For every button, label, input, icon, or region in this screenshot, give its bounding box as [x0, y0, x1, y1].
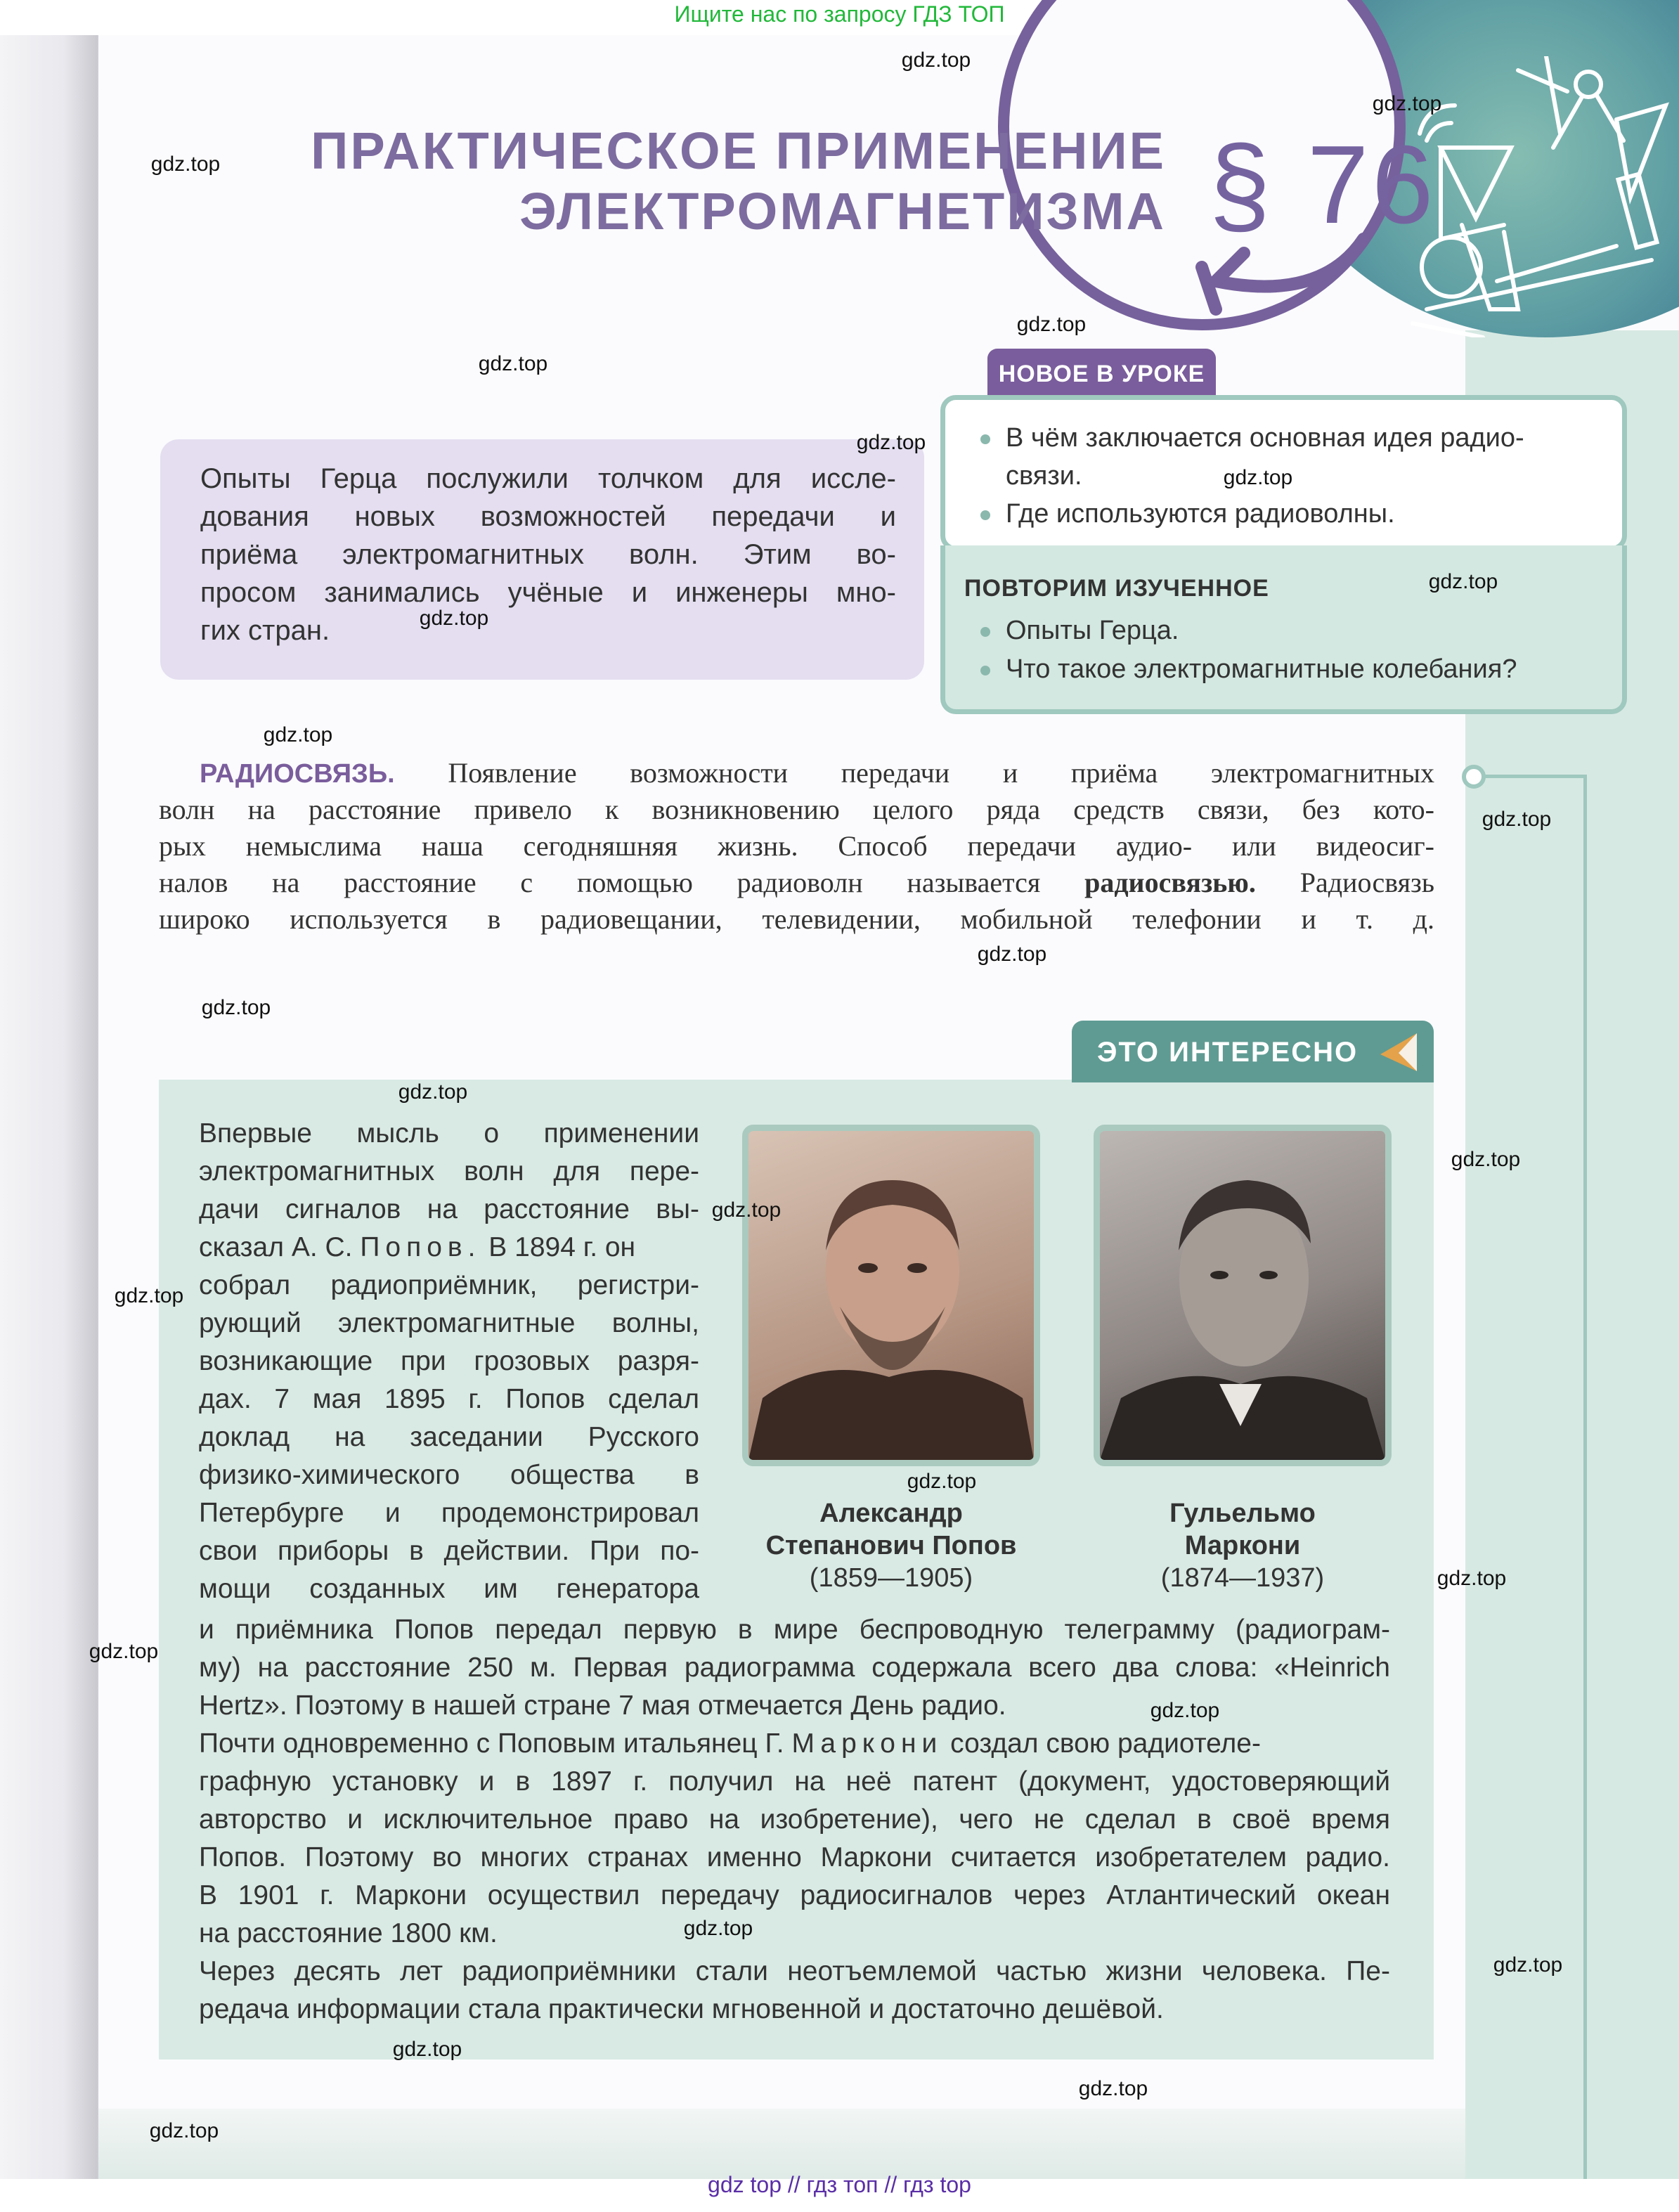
- watermark: gdz.top: [907, 1470, 977, 1493]
- bullet-icon: [980, 627, 990, 637]
- interesting-text-line: Петербурге и продемонстрировал: [199, 1498, 699, 1528]
- watermark: gdz.top: [683, 1917, 753, 1940]
- watermark: gdz.top: [398, 1080, 468, 1104]
- radio-text: Появление возможности передачи и приёма электромагнитных: [448, 757, 1434, 789]
- new-in-lesson-tab: НОВОЕ В УРОКЕ: [987, 349, 1216, 398]
- popov-portrait: [742, 1125, 1040, 1466]
- caption-years: (1874—1937): [1160, 1563, 1325, 1593]
- new-item-continuation: связи.: [1006, 461, 1082, 491]
- interesting-text-line: му) на расстояние 250 м. Первая радиограмма содержала всего два слова: «Heinrich: [199, 1652, 1390, 1683]
- review-title: ПОВТОРИМ ИЗУЧЕННОЕ: [964, 575, 1269, 602]
- watermark: gdz.top: [1428, 570, 1498, 593]
- watermark: gdz.top: [478, 352, 548, 375]
- caption-years: (1859—1905): [809, 1563, 973, 1593]
- review-item-text: Опыты Герца.: [1006, 616, 1179, 645]
- new-item-text: В чём заключается основная идея радио-: [1006, 423, 1524, 453]
- watermark: gdz.top: [1493, 1953, 1563, 1977]
- watermark: gdz.top: [1372, 92, 1442, 115]
- watermark: gdz.top: [89, 1640, 159, 1663]
- page-title-line-1: ПРАКТИЧЕСКОЕ ПРИМЕНЕНИЕ: [311, 122, 1166, 180]
- interesting-text-line: собрал радиоприёмник, регистри-: [199, 1270, 699, 1300]
- watermark: gdz.top: [1223, 466, 1293, 489]
- portrait-silhouette: [748, 1131, 1034, 1460]
- watermark: gdz.top: [901, 48, 971, 72]
- caption-name: Маркони: [1184, 1531, 1301, 1560]
- margin-timeline-dot: [1462, 765, 1486, 789]
- interesting-text-line: дачи сигналов на расстояние вы-: [199, 1194, 699, 1224]
- new-item: [980, 419, 1524, 457]
- interesting-text-line: и приёмника Попов передал первую в мире беспроводную телеграмму (радиограм-: [199, 1615, 1390, 1645]
- search-banner: Ищите нас по запросу ГДЗ ТОП: [674, 1, 1005, 27]
- interesting-text-line: Попов. Поэтому во многих странах именно Маркони считается изобретателем радио.: [199, 1842, 1390, 1873]
- interesting-text-line: Впервые мысль о применении: [199, 1118, 699, 1149]
- popov-caption: [708, 1497, 1074, 1594]
- watermark: gdz.top: [201, 996, 271, 1019]
- interesting-text-line: мощи созданных им генератора: [199, 1574, 699, 1604]
- page-bottom-strip: [98, 2109, 1679, 2179]
- watermark: gdz.top: [263, 723, 333, 746]
- interesting-text-line: физико-химического общества в: [199, 1460, 699, 1490]
- interesting-tab-label: ЭТО ИНТЕРЕСНО: [1097, 1037, 1359, 1068]
- bullet-icon: [980, 510, 990, 520]
- spaced-name: Маркони: [791, 1728, 943, 1759]
- intro-line: гих стран.: [200, 615, 330, 646]
- new-item: [980, 495, 1395, 533]
- interesting-text-line: рующий электромагнитные волны,: [199, 1308, 699, 1338]
- watermark: gdz.top: [1016, 313, 1087, 336]
- section-number: § 76: [1209, 123, 1437, 247]
- caption-name: Степанович Попов: [765, 1531, 1017, 1560]
- radio-term: радиосвязью.: [1084, 867, 1256, 898]
- watermark: gdz.top: [419, 607, 489, 630]
- footer-links[interactable]: gdz top // гдз топ // гдз top: [708, 2172, 971, 2197]
- intro-line: Опыты Герца послужили толчком для иссле-: [200, 463, 896, 494]
- interesting-text-line: электромагнитных волн для пере-: [199, 1156, 699, 1186]
- caption-name: Александр: [819, 1499, 963, 1528]
- watermark: gdz.top: [149, 2119, 219, 2142]
- interesting-text-line: возникающие при грозовых разря-: [199, 1346, 699, 1376]
- marconi-portrait: [1094, 1125, 1392, 1466]
- watermark: gdz.top: [711, 1198, 782, 1222]
- review-item-text: Что такое электромагнитные колебания?: [1006, 654, 1517, 684]
- portrait-silhouette: [1100, 1131, 1385, 1460]
- radio-paragraph-line: [200, 755, 1434, 792]
- margin-timeline-line: [1583, 777, 1587, 2179]
- interesting-text: создал свою радиотеле-: [942, 1728, 1261, 1759]
- watermark: gdz.top: [1482, 808, 1552, 831]
- watermark: gdz.top: [150, 153, 221, 176]
- interesting-tab: [1072, 1021, 1434, 1082]
- watermark: gdz.top: [1437, 1567, 1507, 1590]
- review-item: [980, 612, 1179, 649]
- interesting-text-line: свои приборы в действии. При по-: [199, 1536, 699, 1566]
- bullet-icon: [980, 666, 990, 675]
- interesting-text-line: графную установку и в 1897 г. получил на неё патент (документ, удостоверяющий: [199, 1766, 1390, 1797]
- page-title-line-2: ЭЛЕКТРОМАГНЕТИЗМА: [519, 182, 1166, 240]
- radio-paragraph-line: широко используется в радиовещании, телевидении, мобильной телефонии и т. д.: [159, 903, 1434, 935]
- interesting-text-line: на расстояние 1800 км.: [199, 1918, 498, 1948]
- review-item: [980, 650, 1517, 688]
- radio-paragraph-line: [159, 865, 1434, 901]
- interesting-text-line: Через десять лет радиоприёмники стали неотъемлемой частью жизни человека. Пе-: [199, 1956, 1390, 1986]
- interesting-text-line: дах. 7 мая 1895 г. Попов сделал: [199, 1384, 699, 1414]
- interesting-text-line: редача информации стала практически мгновенной и достаточно дешёвой.: [199, 1994, 1164, 2024]
- radio-text: налов на расстояние с помощью радиоволн называется: [159, 867, 1041, 898]
- interesting-text-line: [199, 1725, 1390, 1763]
- watermark: gdz.top: [977, 943, 1047, 966]
- spaced-name: Попов.: [360, 1232, 481, 1262]
- watermark: gdz.top: [1078, 2077, 1148, 2100]
- watermark: gdz.top: [1451, 1148, 1521, 1171]
- interesting-text-line: авторство и исключительное право на изобретение), чего не сделал в своё время: [199, 1804, 1390, 1835]
- intro-line: просом занимались учёные и инженеры мно-: [200, 577, 896, 608]
- radio-heading: РАДИОСВЯЗЬ.: [200, 759, 395, 789]
- interesting-text-line: В 1901 г. Маркони осуществил передачу радиосигналов через Атлантический океан: [199, 1880, 1390, 1910]
- intro-line: приёма электромагнитных волн. Этим во-: [200, 539, 896, 570]
- interesting-text-line: доклад на заседании Русского: [199, 1422, 699, 1452]
- radio-paragraph-line: рых немыслима наша сегодняшняя жизнь. Способ передачи аудио- или видеосиг-: [159, 830, 1434, 862]
- watermark: gdz.top: [392, 2038, 462, 2061]
- triangle-icon: [1377, 1030, 1421, 1074]
- watermark: gdz.top: [1150, 1699, 1220, 1722]
- interesting-text: сказал А. С.: [199, 1232, 361, 1262]
- watermark: gdz.top: [114, 1284, 184, 1307]
- interesting-text-line: Hertz». Поэтому в нашей стране 7 мая отмечается День радио.: [199, 1690, 1006, 1721]
- marconi-caption: [1060, 1497, 1425, 1594]
- interesting-text: В 1894 г. он: [481, 1232, 636, 1262]
- watermark: gdz.top: [856, 431, 926, 454]
- intro-line: дования новых возможностей передачи и: [200, 501, 896, 532]
- new-item-text: Где используются радиоволны.: [1006, 499, 1395, 529]
- caption-name: Гульельмо: [1169, 1499, 1316, 1528]
- radio-text: Радиосвязь: [1299, 867, 1435, 898]
- interesting-text: Почти одновременно с Поповым итальянец Г.: [199, 1728, 792, 1759]
- margin-timeline-connector: [1483, 775, 1587, 778]
- interesting-text-line: [199, 1229, 699, 1267]
- bullet-icon: [980, 434, 990, 444]
- radio-paragraph-line: волн на расстояние привело к возникновению целого ряда средств связи, без кото-: [159, 794, 1434, 825]
- book-spine-shadow: [0, 35, 105, 2179]
